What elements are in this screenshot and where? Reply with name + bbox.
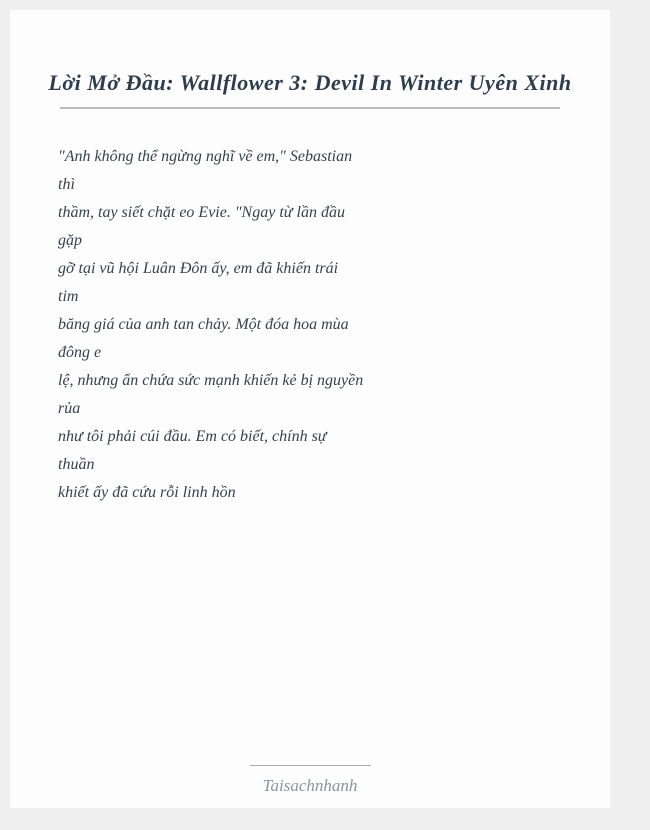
paragraph-line: lệ, nhưng ẩn chứa sức mạnh khiến kẻ bị nguyền bbox=[58, 372, 364, 389]
page-footer bbox=[10, 765, 610, 796]
footer-divider bbox=[250, 765, 371, 766]
paragraph-line: "Anh không thể ngừng nghĩ về em," Sebastian bbox=[58, 148, 353, 165]
paragraph-line: thì bbox=[58, 176, 75, 193]
chapter-title: Lời Mở Đầu: Wallflower 3: Devil In Winter Uyên Xinh bbox=[48, 70, 572, 95]
paragraph-line: đông e bbox=[58, 344, 102, 361]
paragraph-line: thầm, tay siết chặt eo Evie. "Ngay từ lần đầu bbox=[58, 204, 345, 221]
paragraph-line: rủa bbox=[58, 400, 81, 417]
chapter-body bbox=[58, 143, 568, 507]
paragraph-line: thuần bbox=[58, 456, 95, 473]
paragraph-line: như tôi phải cúi đầu. Em có biết, chính sự bbox=[58, 428, 327, 445]
paragraph-line: gỡ tại vũ hội Luân Đôn ấy, em đã khiến trái bbox=[58, 260, 339, 277]
watermark-site-name: Taisachnhanh bbox=[262, 776, 358, 795]
paragraph-line: tim bbox=[58, 288, 79, 305]
paragraph-line: gặp bbox=[58, 232, 82, 249]
paragraph-line: băng giá của anh tan chảy. Một đóa hoa mùa bbox=[58, 316, 349, 333]
title-divider bbox=[60, 107, 560, 109]
book-page bbox=[10, 10, 610, 808]
paragraph-line: khiết ấy đã cứu rỗi linh hồn bbox=[58, 484, 236, 501]
